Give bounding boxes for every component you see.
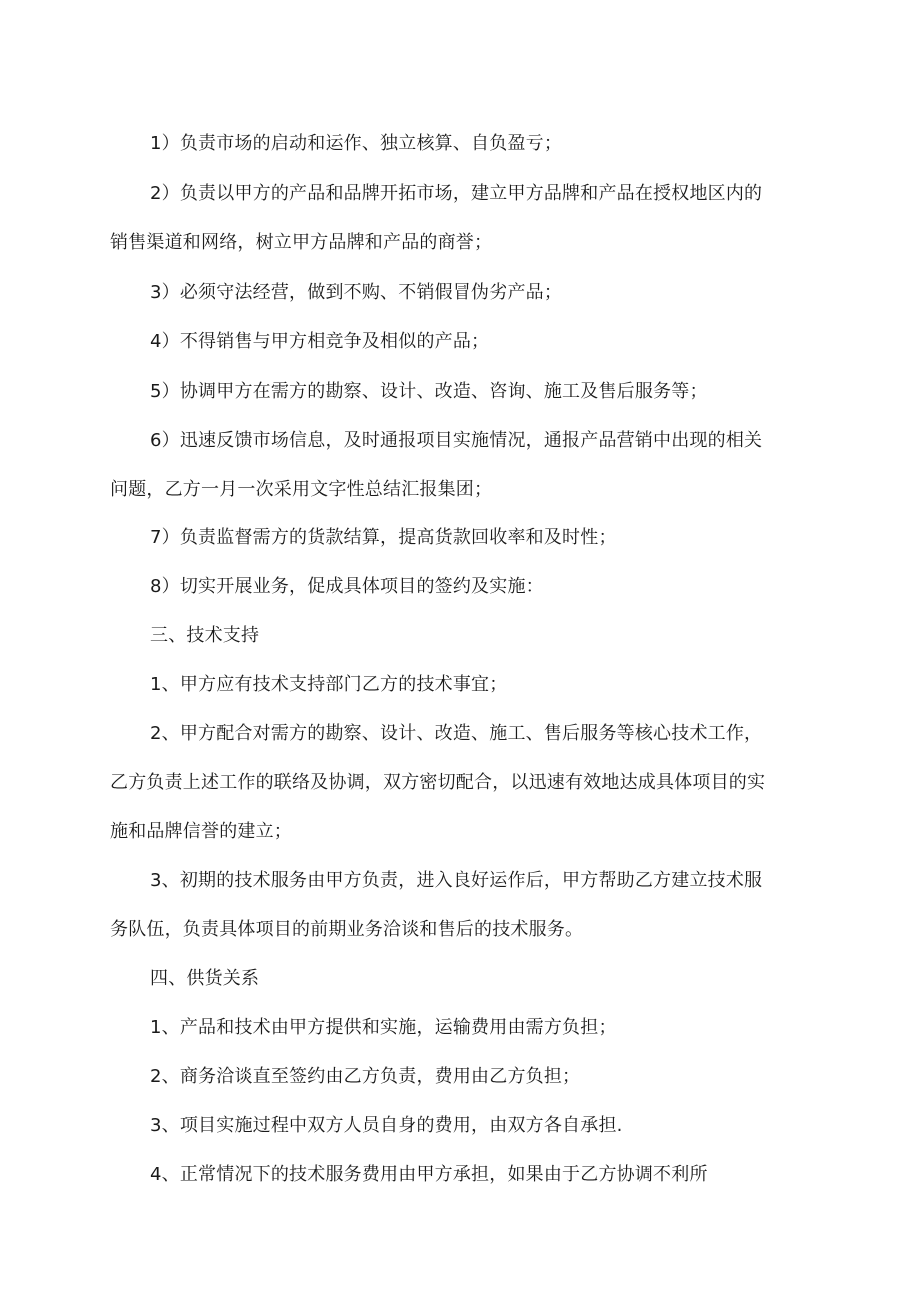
supply-item-2-line: 2、商务洽谈直至签约由乙方负责，费用由乙方负担； bbox=[150, 1066, 581, 1087]
supply-item-4-line: 4、正常情况下的技术服务费用由甲方承担，如果由于乙方协调不利所 bbox=[150, 1164, 708, 1185]
section-heading-tech-support: 三、技术支持 bbox=[150, 625, 260, 646]
clause-2-line-1: 2）负责以甲方的产品和品牌开拓市场，建立甲方品牌和产品在授权地区内的 bbox=[150, 183, 763, 204]
clause-3-line: 3）必须守法经营，做到不购、不销假冒伪劣产品； bbox=[150, 282, 563, 303]
clause-4-line: 4）不得销售与甲方相竞争及相似的产品； bbox=[150, 331, 490, 352]
clause-2-line-2: 销售渠道和网络，树立甲方品牌和产品的商誉； bbox=[110, 232, 493, 253]
tech-item-2-line-1: 2、甲方配合对需方的勘察、设计、改造、施工、售后服务等核心技术工作， bbox=[150, 723, 763, 744]
clause-5-line: 5）协调甲方在需方的勘察、设计、改造、咨询、施工及售后服务等； bbox=[150, 381, 708, 402]
tech-item-3-line-1: 3、初期的技术服务由甲方负责，进入良好运作后，甲方帮助乙方建立技术服 bbox=[150, 870, 763, 891]
clause-6-line-1: 6）迅速反馈市场信息，及时通报项目实施情况，通报产品营销中出现的相关 bbox=[150, 430, 763, 451]
tech-item-2-line-3: 施和品牌信誉的建立； bbox=[110, 821, 292, 842]
clause-8-line: 8）切实开展业务，促成具体项目的签约及实施： bbox=[150, 576, 544, 597]
supply-item-1-line: 1、产品和技术由甲方提供和实施，运输费用由需方负担； bbox=[150, 1017, 617, 1038]
clause-1-line: 1）负责市场的启动和运作、独立核算、自负盈亏； bbox=[150, 133, 563, 154]
clause-6-line-2: 问题，乙方一月一次采用文字性总结汇报集团； bbox=[110, 479, 493, 500]
tech-item-3-line-2: 务队伍，负责具体项目的前期业务洽谈和售后的技术服务。 bbox=[110, 919, 584, 940]
supply-item-3-line: 3、项目实施过程中双方人员自身的费用，由双方各自承担. bbox=[150, 1115, 623, 1136]
section-heading-supply: 四、供货关系 bbox=[150, 968, 260, 989]
clause-7-line: 7）负责监督需方的货款结算，提高货款回收率和及时性； bbox=[150, 527, 617, 548]
tech-item-2-line-2: 乙方负责上述工作的联络及协调，双方密切配合，以迅速有效地达成具体项目的实 bbox=[110, 772, 766, 793]
tech-item-1-line: 1、甲方应有技术支持部门乙方的技术事宜； bbox=[150, 674, 508, 695]
